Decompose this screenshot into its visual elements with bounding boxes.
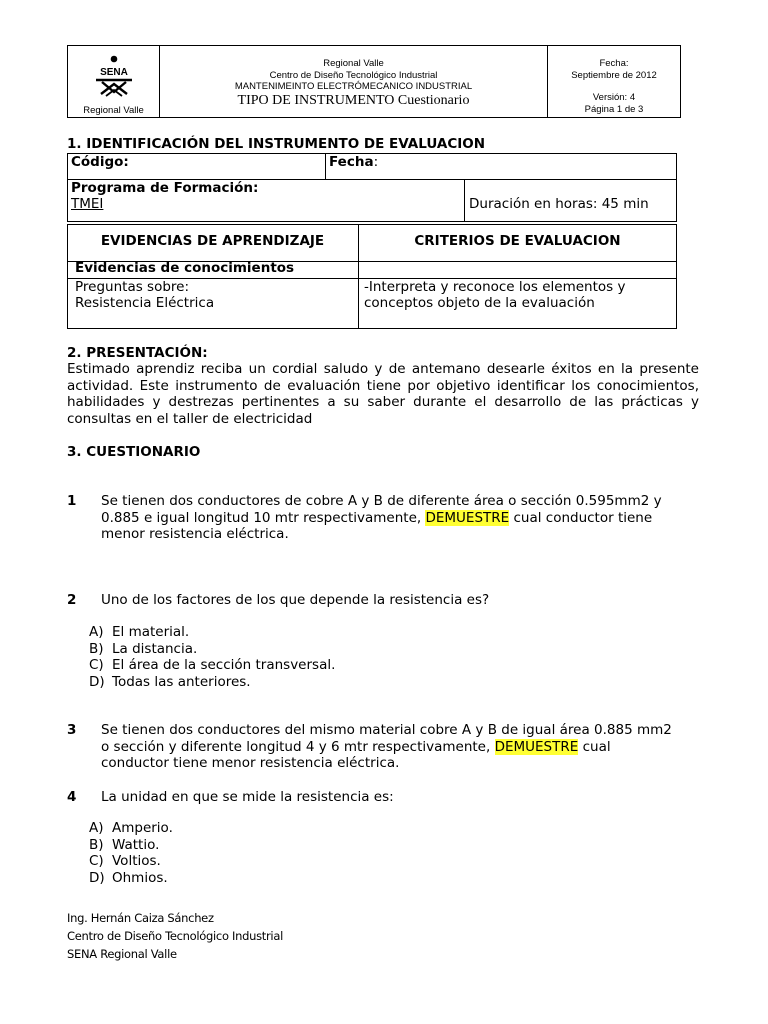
logo-caption: Regional Valle	[83, 105, 144, 116]
option: D) Ohmios.	[89, 869, 168, 886]
criterio-line1: -Interpreta y reconoce los elementos y	[364, 279, 626, 295]
criterios-header: CRITERIOS DE EVALUACION	[414, 233, 621, 249]
svg-text:SENA: SENA	[100, 67, 128, 78]
preguntas-line2: Resistencia Eléctrica	[75, 295, 215, 311]
option: D) Todas las anteriores.	[89, 673, 251, 690]
presentacion-paragraph	[67, 361, 699, 427]
criterio-line2: conceptos objeto de la evaluación	[364, 295, 595, 311]
header-title-cell	[160, 46, 548, 117]
question-line: Se tienen dos conductores del mismo material cobre A y B de igual área 0.885 mm2	[101, 722, 672, 738]
option: C) El área de la sección transversal.	[89, 657, 336, 673]
option: C) Voltios.	[89, 853, 161, 869]
question-1	[101, 493, 691, 543]
duracion-value: Duración en horas: 45 min	[469, 196, 649, 212]
author-name: Ing. Hernán Caiza Sánchez	[67, 911, 214, 925]
header-version: Versión: 4	[592, 92, 636, 103]
section1-title: 1. IDENTIFICACIÓN DEL INSTRUMENTO DE EVALUACION	[67, 136, 486, 152]
programa-label: Programa de Formación:	[71, 180, 259, 196]
question-4-options	[89, 820, 173, 886]
divider	[325, 153, 326, 180]
author-region: SENA Regional Valle	[67, 947, 177, 961]
header-region: Regional Valle	[323, 58, 384, 69]
header-instrument-type: TIPO DE INSTRUMENTO Cuestionario	[237, 92, 470, 108]
presentacion-line: habilidades y destrezas pertinentes a su saber durante el desarrollo de las prácticas y	[67, 394, 699, 410]
evidencias-conocimientos: Evidencias de conocimientos	[75, 260, 295, 276]
question-2-options	[89, 624, 335, 690]
question-line: 0.885 e igual longitud 10 mtr respectivamente, DEMUESTRE cual conductor tiene	[101, 509, 653, 526]
presentacion-line: actividad. Este instrumento de evaluación tiene por objetivo identificar los conocimientos,	[67, 377, 699, 394]
divider	[464, 179, 465, 222]
highlight-demuestre: DEMUESTRE	[494, 738, 579, 755]
section2-title: 2. PRESENTACIÓN:	[67, 345, 208, 361]
question-number: 3	[67, 722, 77, 738]
question-number: 1	[67, 493, 77, 509]
option: A) Amperio.	[89, 820, 173, 836]
header-date-label: Fecha:	[599, 58, 629, 69]
option: A) El material.	[89, 624, 190, 640]
question-line: conductor tiene menor resistencia eléctrica.	[101, 755, 400, 771]
question-4: La unidad en que se mide la resistencia es:	[101, 789, 394, 805]
question-number: 2	[67, 592, 77, 608]
document-header	[67, 45, 681, 118]
section3-title: 3. CUESTIONARIO	[67, 444, 201, 460]
question-number: 4	[67, 789, 77, 805]
codigo-label: Código:	[71, 154, 129, 170]
option: B) La distancia.	[89, 640, 198, 657]
question-line: menor resistencia eléctrica.	[101, 526, 289, 542]
author-footer	[67, 909, 283, 963]
author-center: Centro de Diseño Tecnológico Industrial	[67, 929, 283, 943]
question-3	[101, 722, 691, 772]
presentacion-line: consultas en el taller de electricidad	[67, 410, 313, 427]
header-date-value: Septiembre de 2012	[571, 69, 657, 81]
header-center: Centro de Diseño Tecnológico Industrial	[269, 69, 438, 81]
header-page: Página 1 de 3	[584, 103, 644, 115]
option: B) Wattio.	[89, 836, 160, 853]
question-line: o sección y diferente longitud 4 y 6 mtr respectivamente, DEMUESTRE cual	[101, 738, 611, 755]
preguntas-line1: Preguntas sobre:	[75, 279, 190, 295]
question-line: Se tienen dos conductores de cobre A y B de diferente área o sección 0.595mm2 y	[101, 493, 662, 509]
programa-value: TMEI	[71, 196, 104, 212]
highlight-demuestre: DEMUESTRE	[425, 509, 510, 526]
header-program: MANTENIMEINTO ELECTRÓMECANICO INDUSTRIAL	[234, 81, 473, 92]
fecha-field: Fecha:	[329, 154, 379, 170]
sena-logo	[68, 48, 160, 103]
logo-cell	[68, 46, 160, 117]
question-2: Uno de los factores de los que depende la resistencia es?	[101, 592, 490, 608]
presentacion-line: Estimado aprendiz reciba un cordial saludo y de antemano desearle éxitos en la presente	[67, 361, 699, 377]
evidencias-header: EVIDENCIAS DE APRENDIZAJE	[100, 233, 325, 249]
header-meta-cell	[548, 46, 680, 117]
